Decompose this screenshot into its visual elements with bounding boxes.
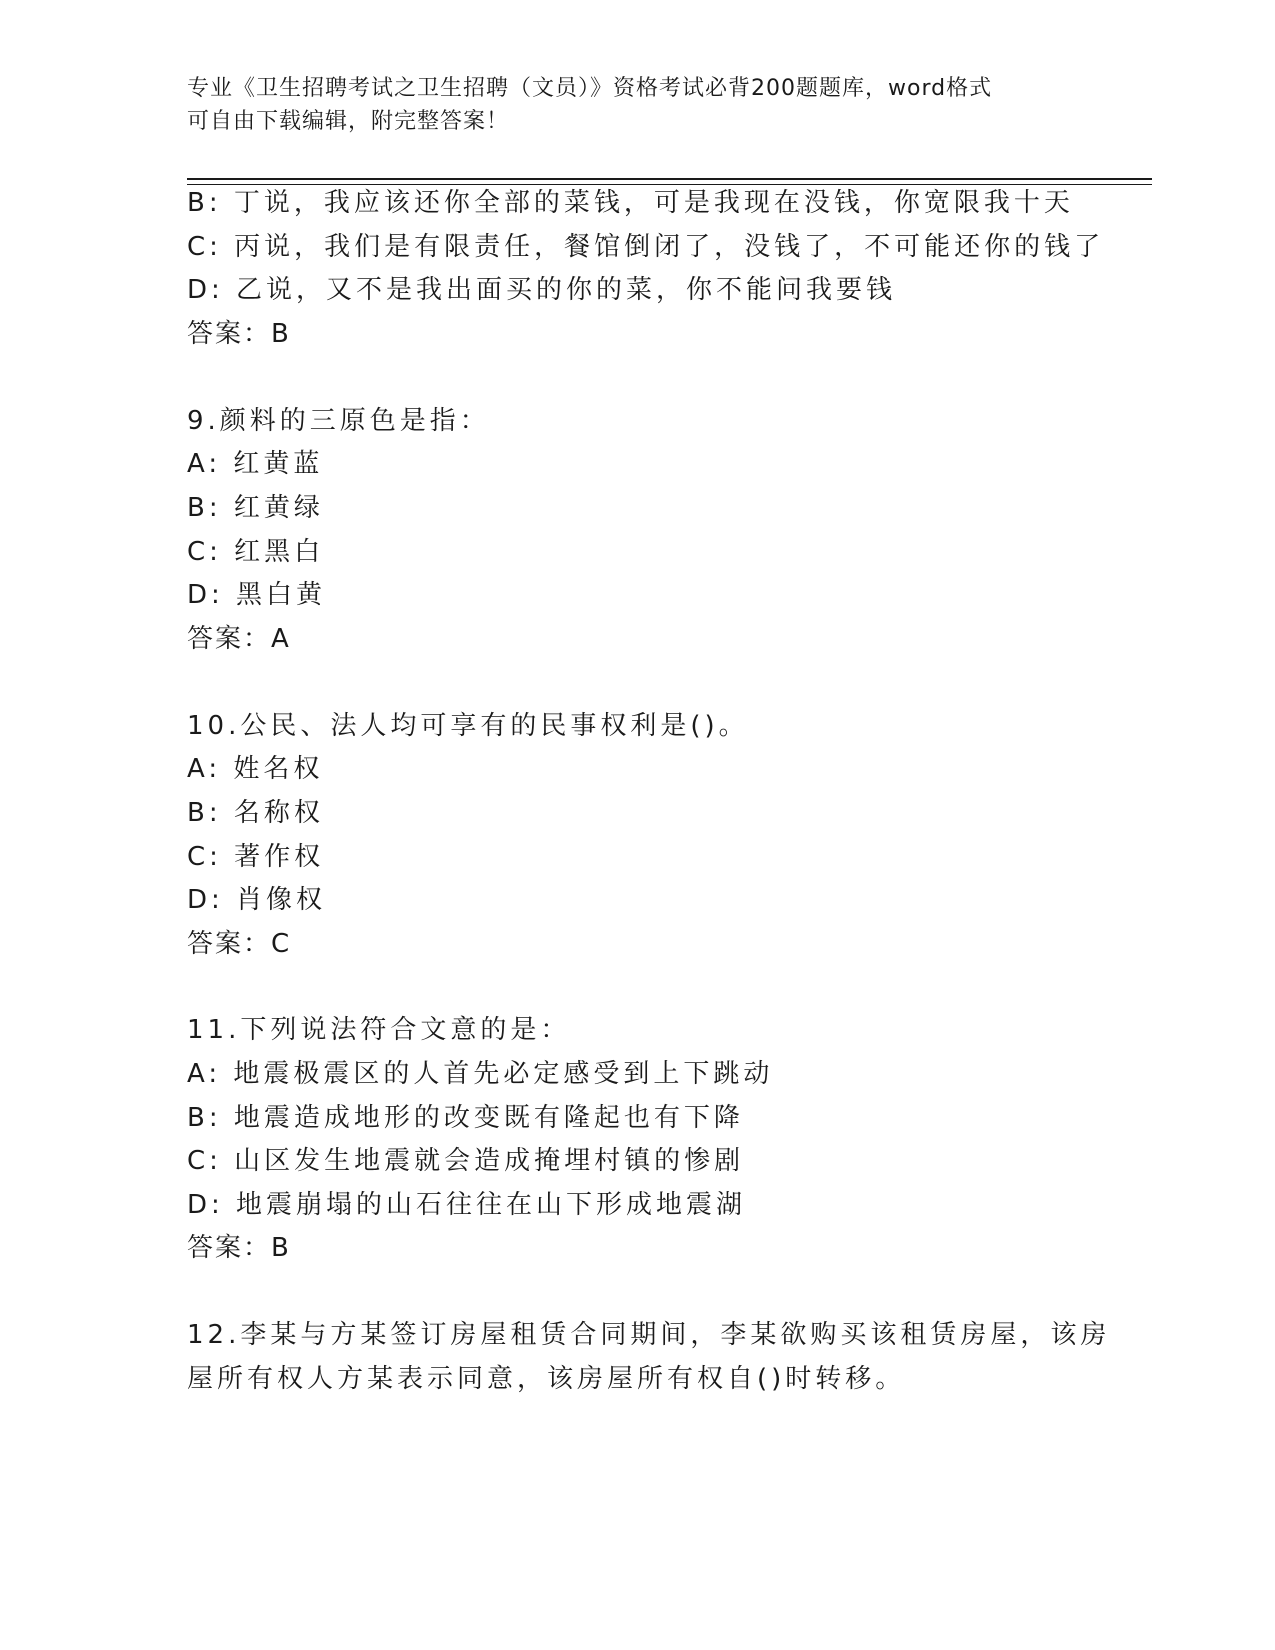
q11-option-b: B: 地震造成地形的改变既有隆起也有下降 xyxy=(187,1103,744,1133)
q8-option-c: C: 丙说，我们是有限责任，餐馆倒闭了，没钱了，不可能还你的钱了 xyxy=(187,232,1105,262)
q11-option-c: C: 山区发生地震就会造成掩埋村镇的惨剧 xyxy=(187,1146,745,1176)
q9-option-b: B: 红黄绿 xyxy=(187,493,324,523)
q11-option-d: D: 地震崩塌的山石往往在山下形成地震湖 xyxy=(187,1190,747,1220)
q11-question: 11.下列说法符合文意的是： xyxy=(187,1015,571,1045)
q10-option-b: B: 名称权 xyxy=(187,798,324,828)
header-title-line-1: 专业《卫生招聘考试之卫生招聘（文员）》资格考试必背200题题库，word格式 xyxy=(187,76,993,101)
header-divider-thin xyxy=(187,184,1152,185)
q11-answer: 答案：B xyxy=(187,1233,291,1263)
q8-option-d: D: 乙说，又不是我出面买的你的菜，你不能问我要钱 xyxy=(187,275,897,305)
header-title-line-2: 可自由下载编辑，附完整答案！ xyxy=(187,109,510,134)
q9-question: 9.颜料的三原色是指： xyxy=(187,406,490,436)
q10-option-c: C: 著作权 xyxy=(187,842,325,872)
q10-question: 10.公民、法人均可享有的民事权利是()。 xyxy=(187,711,749,741)
q10-option-a: A: 姓名权 xyxy=(187,754,324,784)
q8-answer: 答案：B xyxy=(187,319,291,349)
q10-option-d: D: 肖像权 xyxy=(187,885,327,915)
q9-option-c: C: 红黑白 xyxy=(187,537,325,567)
q8-option-b: B: 丁说，我应该还你全部的菜钱，可是我现在没钱，你宽限我十天 xyxy=(187,188,1074,218)
q11-option-a: A: 地震极震区的人首先必定感受到上下跳动 xyxy=(187,1059,774,1089)
q9-answer: 答案：A xyxy=(187,624,291,654)
header-divider-thick xyxy=(187,178,1152,180)
q9-option-d: D: 黑白黄 xyxy=(187,580,327,610)
q10-answer: 答案：C xyxy=(187,929,292,959)
q12-question-line-2: 屋所有权人方某表示同意，该房屋所有权自()时转移。 xyxy=(187,1364,906,1394)
document-header xyxy=(187,72,1087,138)
q12-question-line-1: 12.李某与方某签订房屋租赁合同期间，李某欲购买该租赁房屋，该房 xyxy=(187,1320,1111,1350)
q9-option-a: A: 红黄蓝 xyxy=(187,449,324,479)
